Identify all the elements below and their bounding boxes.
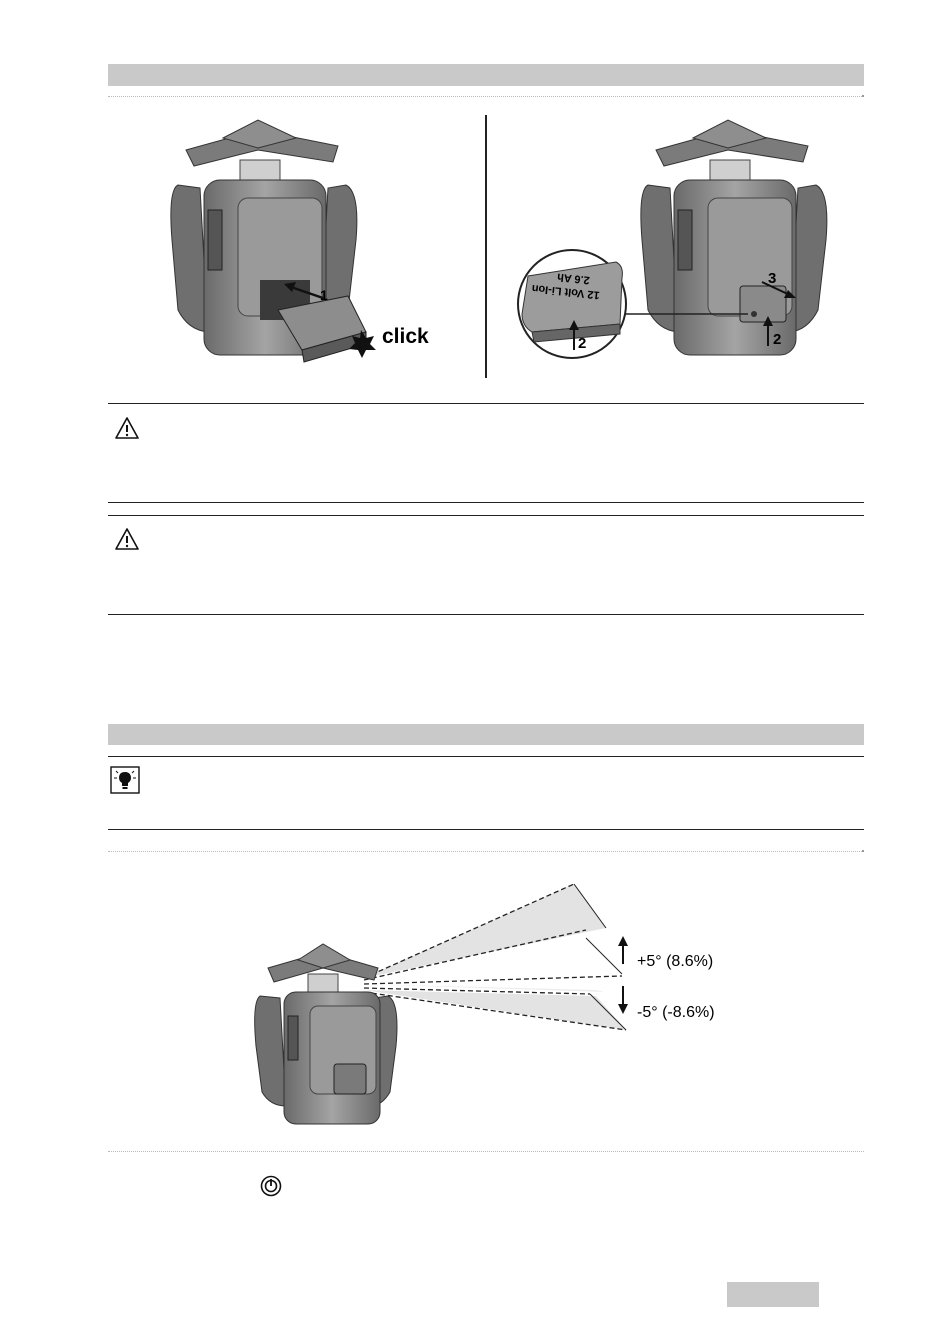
figure-2-frame-bottom <box>108 1151 864 1152</box>
figure-2-frame-top <box>108 851 864 852</box>
laser-beam-fan <box>364 884 626 1030</box>
laser-device-right <box>641 120 827 355</box>
tilt-down-label: -5° (-8.6%) <box>637 1004 715 1021</box>
step-1-label: 1 <box>320 287 328 303</box>
section-header-bar <box>108 64 864 86</box>
warning-1-bottom-rule <box>108 502 864 503</box>
page-number-tab <box>727 1282 819 1307</box>
warning-triangle-icon <box>114 416 140 440</box>
step-2-label-device: 2 <box>773 331 782 348</box>
figure-1-corner <box>862 95 864 97</box>
power-button-icon <box>260 1175 282 1197</box>
warning-1-top-rule <box>108 403 864 404</box>
click-label: click <box>382 325 429 348</box>
warning-triangle-icon <box>114 527 140 551</box>
tip-bottom-rule <box>108 829 864 830</box>
battery-zoom-callout <box>518 250 626 358</box>
warning-2-top-rule <box>108 515 864 516</box>
section-header-bar <box>108 724 864 745</box>
lightbulb-tip-icon <box>110 766 140 794</box>
tilt-up-arrow-icon <box>618 936 628 964</box>
laser-device-tilted <box>255 944 397 1124</box>
step-3-label: 3 <box>768 270 777 287</box>
step-2-label-zoom: 2 <box>578 335 587 352</box>
figure-2-corner <box>862 850 864 852</box>
tip-top-rule <box>108 756 864 757</box>
figure-2-slope-range <box>108 856 864 1148</box>
battery-voltage-label: 12 Volt Li-Ion <box>531 281 601 301</box>
figure-1-battery-insertion <box>108 100 864 400</box>
battery-capacity-label: 2.6 Ah <box>556 270 591 286</box>
tilt-up-label: +5° (8.6%) <box>637 953 714 970</box>
figure-1-frame-top <box>108 96 864 97</box>
warning-2-bottom-rule <box>108 614 864 615</box>
tilt-down-arrow-icon <box>618 986 628 1014</box>
